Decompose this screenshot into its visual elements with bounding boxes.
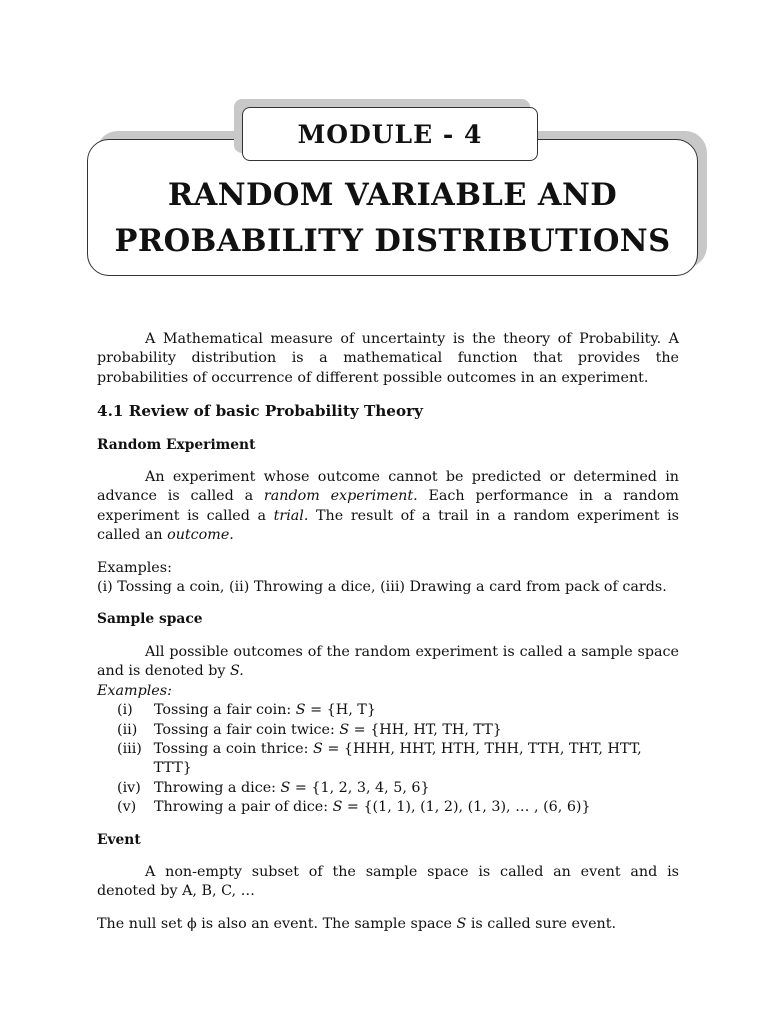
- symbol-s: S: [456, 915, 467, 932]
- item-set: = {(1, 1), (1, 2), (1, 3), … , (6, 6)}: [342, 799, 591, 816]
- term-trial: trial.: [273, 507, 309, 524]
- text-segment: is called sure event.: [466, 915, 617, 932]
- item-text: Tossing a fair coin twice:: [154, 721, 340, 738]
- examples-text: (i) Tossing a coin, (ii) Throwing a dice, (iii) Drawing a card from pack of cards.: [97, 579, 667, 596]
- item-text: Tossing a fair coin:: [154, 702, 296, 719]
- text-segment: Each performance in a random experiment is called a: [97, 488, 679, 524]
- null-set-paragraph: [97, 915, 679, 934]
- text-segment: The result of a trail in a random experiment is called an: [97, 507, 680, 544]
- symbol-s: S.: [230, 663, 244, 680]
- list-number: (v): [117, 799, 137, 816]
- term-random-experiment: random experiment.: [263, 488, 418, 505]
- document-body: [97, 330, 679, 934]
- list-item: [97, 721, 679, 740]
- title-line-2: PROBABILITY DISTRIBUTIONS: [114, 223, 671, 259]
- symbol-s: S: [332, 799, 343, 816]
- section-heading-4-1: 4.1 Review of basic Probability Theory: [97, 402, 423, 421]
- heading-event: Event: [97, 831, 141, 848]
- list-number: (iii): [117, 740, 142, 757]
- module-badge: [242, 107, 538, 161]
- item-text: Throwing a pair of dice:: [154, 799, 333, 816]
- list-number: (i): [117, 702, 133, 719]
- event-paragraph: A non-empty subset of the sample space is called an event and is denoted by A, B, C, …: [97, 863, 679, 900]
- sample-space-paragraph: [97, 643, 679, 682]
- list-item: [97, 701, 679, 720]
- sample-space-examples: [97, 701, 679, 817]
- list-number: (ii): [117, 721, 138, 738]
- examples-label: Examples:: [97, 559, 172, 576]
- intro-paragraph: A Mathematical measure of uncertainty is the theory of Probability. A probability distribution is a mathematical function that provides the probabilities of occurrence of different possible outcomes in an experiment.: [97, 331, 679, 386]
- item-text: Tossing a coin thrice:: [153, 740, 314, 757]
- random-experiment-paragraph: [97, 468, 679, 546]
- item-text: Throwing a dice:: [154, 779, 281, 796]
- symbol-s: S: [339, 721, 350, 738]
- examples-label-italic: Examples:: [97, 682, 172, 699]
- symbol-s: S: [295, 702, 306, 719]
- text-segment: The null set ϕ is also an event. The sample space: [97, 915, 457, 932]
- list-item: [97, 779, 679, 798]
- term-outcome: outcome.: [167, 527, 234, 544]
- list-number: (iv): [117, 779, 141, 796]
- title-line-1: RANDOM VARIABLE AND: [167, 177, 618, 213]
- heading-random-experiment: Random Experiment: [97, 436, 256, 453]
- symbol-s: S: [313, 740, 323, 757]
- heading-sample-space: Sample space: [97, 611, 203, 628]
- item-set: = {HH, HT, TH, TT}: [349, 721, 502, 738]
- page-title: [87, 172, 698, 264]
- item-set: = {HHH, HHT, HTH, THH, TTH, THT, HTT, TTT}: [153, 740, 642, 777]
- list-item: [97, 740, 679, 779]
- module-label: MODULE - 4: [297, 119, 483, 149]
- item-set: = {H, T}: [305, 702, 376, 719]
- text-segment: All possible outcomes of the random experiment is called a sample space and is denoted by: [97, 643, 679, 680]
- item-set: = {1, 2, 3, 4, 5, 6}: [290, 779, 430, 796]
- text-segment: An experiment whose outcome cannot be predicted or determined in advance is called a: [97, 469, 679, 505]
- list-item: [97, 798, 679, 817]
- symbol-s: S: [280, 779, 291, 796]
